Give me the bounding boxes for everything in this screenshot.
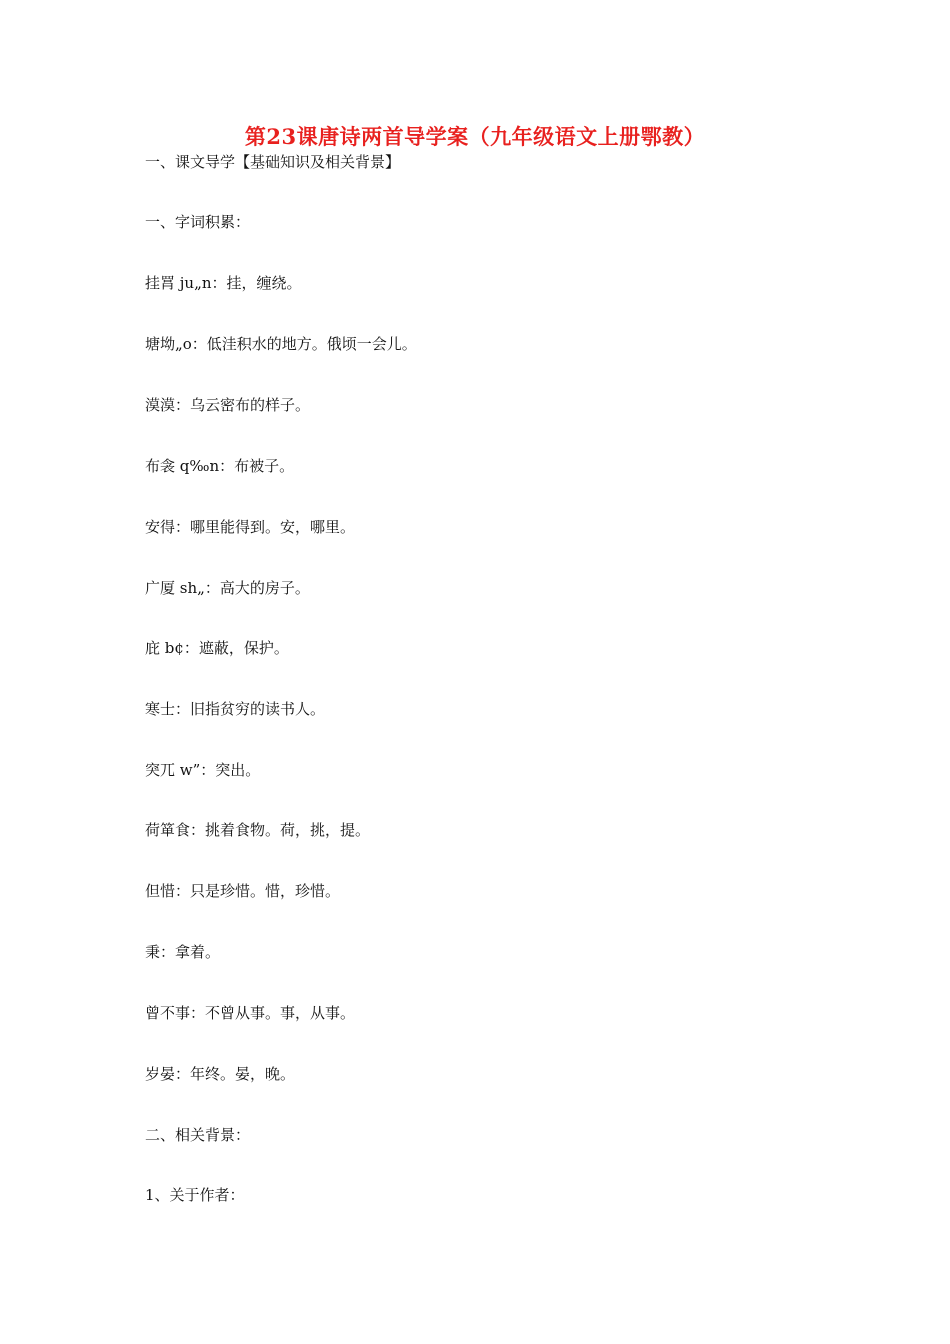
vocab-item: 广厦 sh„：高大的房子。 (145, 579, 310, 597)
vocab-item: 荷箪食：挑着食物。荷，挑，提。 (145, 821, 371, 839)
vocab-item: 寒士：旧指贫穷的读书人。 (145, 700, 326, 718)
document-title: 第23课唐诗两首导学案（九年级语文上册鄂教） (244, 124, 706, 149)
vocab-item: 安得：哪里能得到。安，哪里。 (145, 518, 356, 536)
vocab-item: 秉：拿着。 (145, 943, 221, 961)
vocab-item: 岁晏：年终。晏，晚。 (145, 1065, 296, 1083)
section-heading-course-guide: 一、课文导学【基础知识及相关背景】 (145, 153, 401, 171)
vocab-item: 庇 b¢：遮蔽，保护。 (145, 639, 289, 657)
vocab-item: 塘坳„o：低洼积水的地方。俄顷一会儿。 (145, 335, 417, 353)
vocab-item: 布衾 q‰n：布被子。 (145, 457, 295, 475)
vocab-item: 漠漠：乌云密布的样子。 (145, 396, 311, 414)
subsection-heading-author: 1、关于作者： (145, 1186, 245, 1204)
vocab-item: 曾不事：不曾从事。事，从事。 (145, 1004, 356, 1022)
vocab-item: 挂罥 ju„n：挂，缠绕。 (145, 274, 302, 292)
section-heading-vocabulary: 一、字词积累： (145, 213, 251, 231)
vocab-item: 突兀 w”：突出。 (145, 761, 261, 779)
vocab-item: 但惜：只是珍惜。惜，珍惜。 (145, 882, 341, 900)
section-heading-background: 二、相关背景： (145, 1126, 251, 1144)
